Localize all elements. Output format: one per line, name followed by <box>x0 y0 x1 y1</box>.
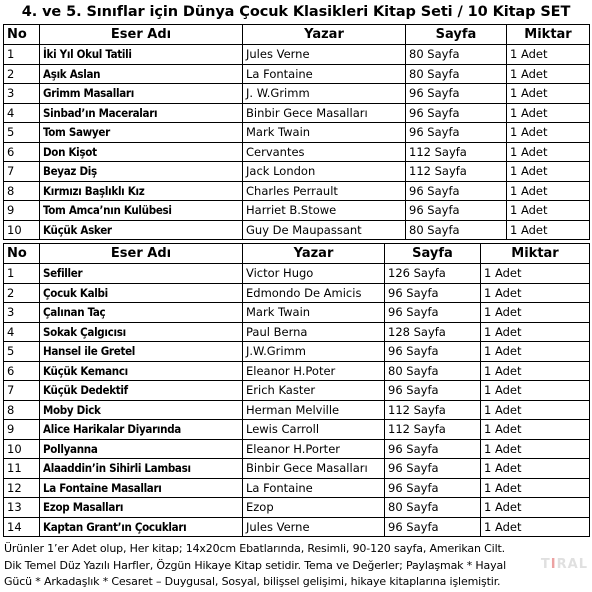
book-author: Cervantes <box>243 142 406 162</box>
quantity: 1 Adet <box>481 478 590 498</box>
book-title: Tom Sawyer <box>40 123 243 143</box>
page-count: 80 Sayfa <box>406 220 507 240</box>
page-count: 96 Sayfa <box>406 103 507 123</box>
row-number: 7 <box>4 162 40 182</box>
book-title: Aşık Aslan <box>40 64 243 84</box>
quantity: 1 Adet <box>507 123 590 143</box>
book-author: Lewis Carroll <box>243 420 385 440</box>
quantity: 1 Adet <box>481 361 590 381</box>
book-author: J. W.Grimm <box>243 84 406 104</box>
book-title: La Fontaine Masalları <box>40 478 243 498</box>
book-title: Beyaz Diş <box>40 162 243 182</box>
table-row <box>4 181 590 201</box>
page-count: 96 Sayfa <box>385 303 481 323</box>
book-title: İki Yıl Okul Tatili <box>40 45 243 65</box>
book-author: Jules Verne <box>243 45 406 65</box>
book-title: Alaaddin’in Sihirli Lambası <box>40 459 243 479</box>
quantity: 1 Adet <box>507 142 590 162</box>
row-number: 9 <box>4 201 40 221</box>
row-number: 2 <box>4 283 40 303</box>
header-quantity: Miktar <box>481 244 590 264</box>
table-row <box>4 439 590 459</box>
quantity: 1 Adet <box>481 420 590 440</box>
book-title: Küçük Asker <box>40 220 243 240</box>
book-author: La Fontaine <box>243 64 406 84</box>
page-count: 96 Sayfa <box>385 342 481 362</box>
book-author: Jules Verne <box>243 517 385 537</box>
table-header-row <box>4 244 590 264</box>
book-author: Binbir Gece Masalları <box>243 103 406 123</box>
quantity: 1 Adet <box>481 459 590 479</box>
book-author: Charles Perrault <box>243 181 406 201</box>
header-pages: Sayfa <box>406 25 507 45</box>
row-number: 7 <box>4 381 40 401</box>
page-count: 80 Sayfa <box>385 361 481 381</box>
page-count: 96 Sayfa <box>385 478 481 498</box>
header-quantity: Miktar <box>507 25 590 45</box>
table-row <box>4 420 590 440</box>
quantity: 1 Adet <box>481 498 590 518</box>
description-line-3: Gücü * Arkadaşlık * Cesaret – Duygusal, Sosyal, bilişsel gelişimi, hikaye kitaplarına işlemiştir. <box>4 575 501 588</box>
table-row <box>4 45 590 65</box>
quantity: 1 Adet <box>481 342 590 362</box>
table-row <box>4 220 590 240</box>
book-title: Hansel ile Gretel <box>40 342 243 362</box>
row-number: 10 <box>4 439 40 459</box>
book-title: Küçük Kemancı <box>40 361 243 381</box>
row-number: 3 <box>4 84 40 104</box>
book-title: Ezop Masalları <box>40 498 243 518</box>
page-count: 80 Sayfa <box>406 64 507 84</box>
row-number: 10 <box>4 220 40 240</box>
row-number: 2 <box>4 64 40 84</box>
quantity: 1 Adet <box>481 322 590 342</box>
book-set-table-2 <box>3 243 590 537</box>
table-row <box>4 517 590 537</box>
book-title: Sokak Çalgıcısı <box>40 322 243 342</box>
header-author: Yazar <box>243 25 406 45</box>
table-row <box>4 103 590 123</box>
book-author: La Fontaine <box>243 478 385 498</box>
header-title: Eser Adı <box>40 244 243 264</box>
quantity: 1 Adet <box>507 220 590 240</box>
quantity: 1 Adet <box>481 439 590 459</box>
row-number: 6 <box>4 361 40 381</box>
table-row <box>4 322 590 342</box>
page-count: 128 Sayfa <box>385 322 481 342</box>
header-title: Eser Adı <box>40 25 243 45</box>
book-author: J.W.Grimm <box>243 342 385 362</box>
table-row <box>4 283 590 303</box>
row-number: 5 <box>4 123 40 143</box>
table-row <box>4 264 590 284</box>
table-row <box>4 162 590 182</box>
row-number: 14 <box>4 517 40 537</box>
table-row <box>4 381 590 401</box>
quantity: 1 Adet <box>507 201 590 221</box>
product-description <box>4 541 590 591</box>
book-title: Kırmızı Başlıklı Kız <box>40 181 243 201</box>
book-author: Eleanor H.Poter <box>243 361 385 381</box>
description-line-1: Ürünler 1’er Adet olup, Her kitap; 14x20cm Ebatlarında, Resimli, 90-120 sayfa, Amerikan Cilt. <box>4 542 505 555</box>
page-count: 112 Sayfa <box>385 420 481 440</box>
page-count: 96 Sayfa <box>406 181 507 201</box>
table-row <box>4 361 590 381</box>
quantity: 1 Adet <box>481 303 590 323</box>
book-author: Herman Melville <box>243 400 385 420</box>
book-author: Eleanor H.Porter <box>243 439 385 459</box>
header-no: No <box>4 25 40 45</box>
page-count: 96 Sayfa <box>385 439 481 459</box>
row-number: 1 <box>4 45 40 65</box>
table-row <box>4 64 590 84</box>
page-count: 96 Sayfa <box>385 459 481 479</box>
row-number: 13 <box>4 498 40 518</box>
header-no: No <box>4 244 40 264</box>
book-title: Kaptan Grant’ın Çocukları <box>40 517 243 537</box>
table-row <box>4 142 590 162</box>
quantity: 1 Adet <box>481 381 590 401</box>
book-author: Mark Twain <box>243 303 385 323</box>
book-title: Pollyanna <box>40 439 243 459</box>
description-line-2: Dik Temel Düz Yazılı Harfler, Özgün Hikaye Kitap setidir. Tema ve Değerler; Paylaşmak * Hayal <box>4 558 506 572</box>
book-title: Moby Dick <box>40 400 243 420</box>
book-title: Sinbad’ın Maceraları <box>40 103 243 123</box>
quantity: 1 Adet <box>481 517 590 537</box>
book-title: Don Kişot <box>40 142 243 162</box>
book-set-table-1 <box>3 24 590 240</box>
page-count: 112 Sayfa <box>406 142 507 162</box>
book-title: Küçük Dedektif <box>40 381 243 401</box>
quantity: 1 Adet <box>481 264 590 284</box>
book-author: Mark Twain <box>243 123 406 143</box>
table-row <box>4 478 590 498</box>
row-number: 1 <box>4 264 40 284</box>
page-count: 96 Sayfa <box>406 201 507 221</box>
row-number: 6 <box>4 142 40 162</box>
book-author: Victor Hugo <box>243 264 385 284</box>
page-count: 112 Sayfa <box>385 400 481 420</box>
table-row <box>4 498 590 518</box>
book-author: Erich Kaster <box>243 381 385 401</box>
quantity: 1 Adet <box>507 84 590 104</box>
table-row <box>4 84 590 104</box>
table-row <box>4 303 590 323</box>
table-row <box>4 400 590 420</box>
row-number: 8 <box>4 400 40 420</box>
book-author: Edmondo De Amicis <box>243 283 385 303</box>
page-count: 96 Sayfa <box>406 84 507 104</box>
row-number: 8 <box>4 181 40 201</box>
book-title: Çocuk Kalbi <box>40 283 243 303</box>
page-count: 96 Sayfa <box>385 517 481 537</box>
book-title: Çalınan Taç <box>40 303 243 323</box>
row-number: 12 <box>4 478 40 498</box>
quantity: 1 Adet <box>507 181 590 201</box>
book-title: Grimm Masalları <box>40 84 243 104</box>
row-number: 4 <box>4 322 40 342</box>
row-number: 3 <box>4 303 40 323</box>
page-title: 4. ve 5. Sınıflar için Dünya Çocuk Klasikleri Kitap Seti / 10 Kitap SET <box>21 4 571 20</box>
book-title: Tom Amca’nın Kulübesi <box>40 201 243 221</box>
row-number: 9 <box>4 420 40 440</box>
book-author: Jack London <box>243 162 406 182</box>
quantity: 1 Adet <box>507 162 590 182</box>
page-count: 80 Sayfa <box>385 498 481 518</box>
row-number: 5 <box>4 342 40 362</box>
page-count: 96 Sayfa <box>406 123 507 143</box>
header-author: Yazar <box>243 244 385 264</box>
page-count: 80 Sayfa <box>406 45 507 65</box>
watermark-logo: TIRAL <box>540 557 588 572</box>
book-author: Paul Berna <box>243 322 385 342</box>
page-count: 112 Sayfa <box>406 162 507 182</box>
quantity: 1 Adet <box>507 103 590 123</box>
table-row <box>4 123 590 143</box>
quantity: 1 Adet <box>481 283 590 303</box>
quantity: 1 Adet <box>507 64 590 84</box>
table-row <box>4 459 590 479</box>
page-count: 96 Sayfa <box>385 381 481 401</box>
table-row <box>4 201 590 221</box>
table-header-row <box>4 25 590 45</box>
header-pages: Sayfa <box>385 244 481 264</box>
quantity: 1 Adet <box>481 400 590 420</box>
page-count: 126 Sayfa <box>385 264 481 284</box>
row-number: 4 <box>4 103 40 123</box>
book-author: Ezop <box>243 498 385 518</box>
quantity: 1 Adet <box>507 45 590 65</box>
book-author: Binbir Gece Masalları <box>243 459 385 479</box>
book-title: Sefiller <box>40 264 243 284</box>
book-author: Guy De Maupassant <box>243 220 406 240</box>
book-title: Alice Harikalar Diyarında <box>40 420 243 440</box>
book-author: Harriet B.Stowe <box>243 201 406 221</box>
page-count: 96 Sayfa <box>385 283 481 303</box>
table-row <box>4 342 590 362</box>
row-number: 11 <box>4 459 40 479</box>
